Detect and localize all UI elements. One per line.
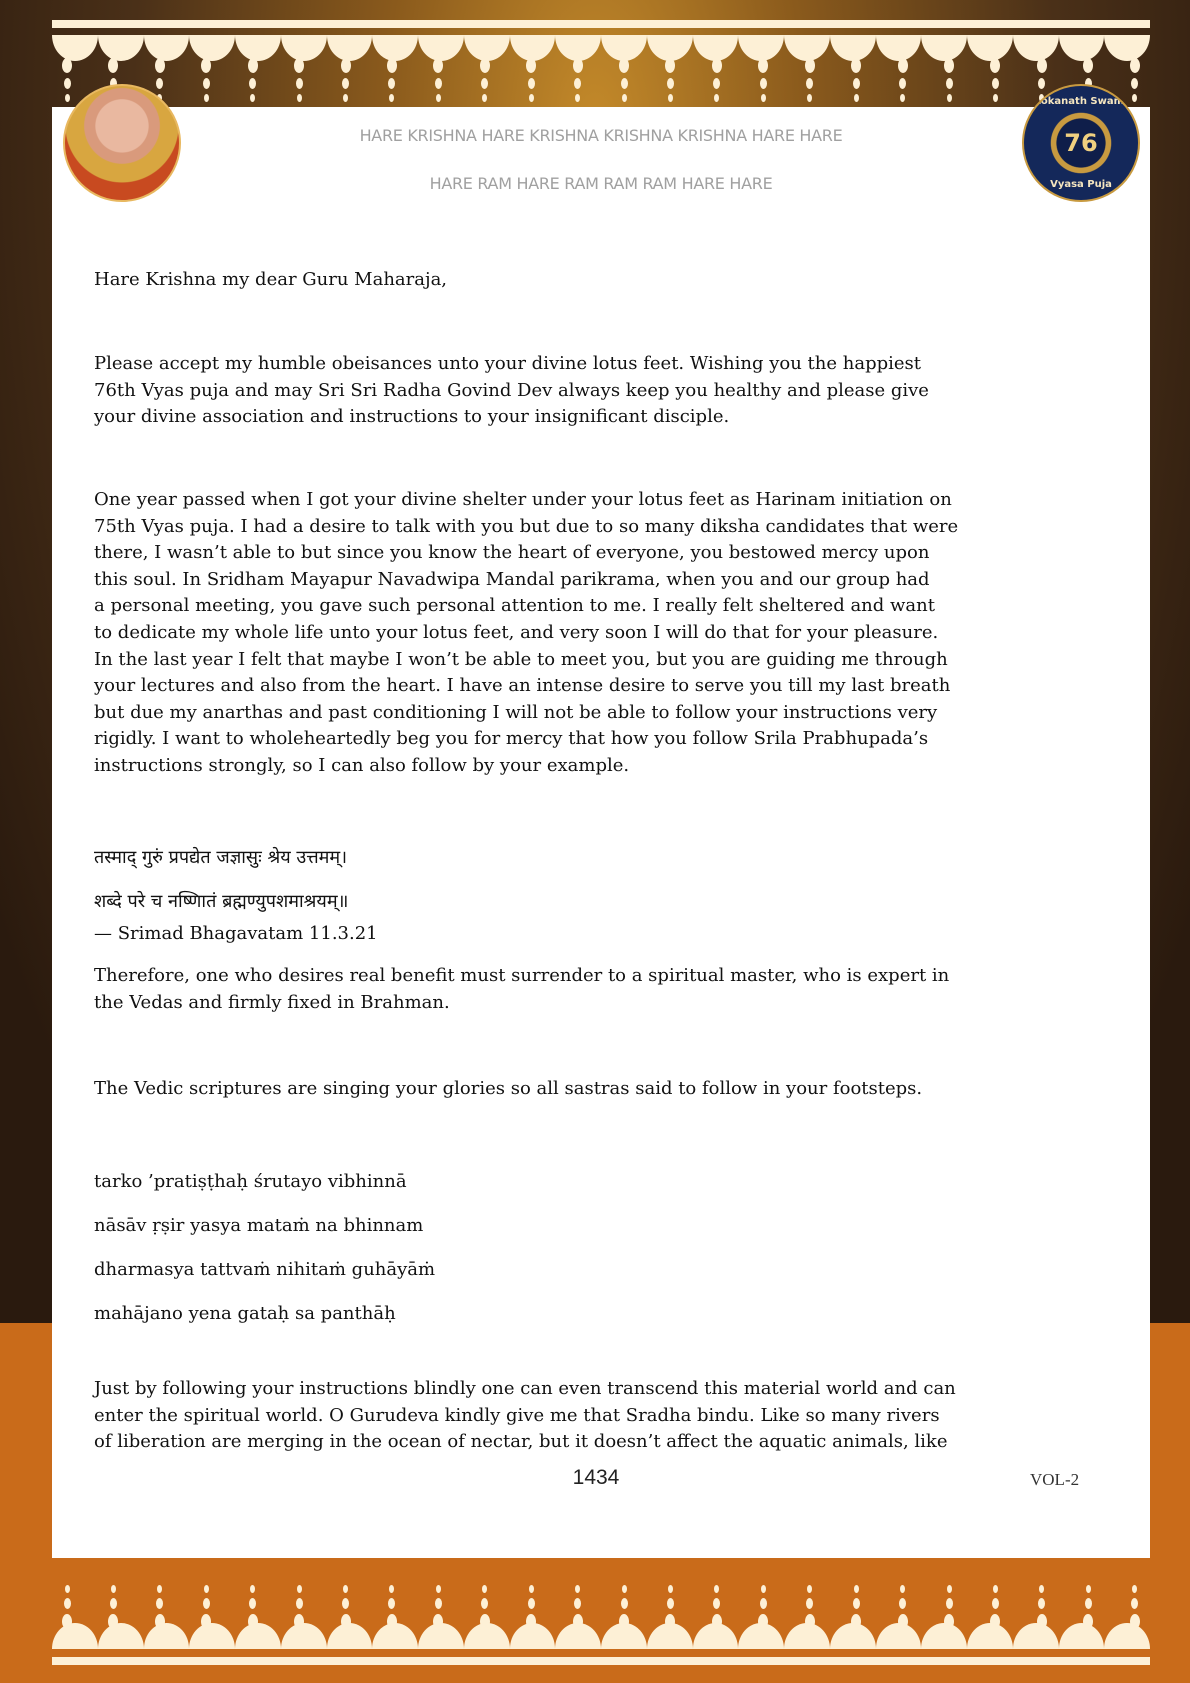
scallop: [418, 1623, 464, 1649]
scallop: [281, 1623, 327, 1649]
badge-number: 76: [1064, 129, 1098, 157]
text-line: the Vedas and firmly fixed in Brahman.: [94, 991, 450, 1013]
text-line: In the last year I felt that maybe I won’t be able to meet you, but you are guiding me through: [94, 648, 948, 670]
bottom-scallop-border: [52, 1623, 1150, 1649]
top-dot-border: [52, 58, 1150, 102]
scallop: [1059, 1623, 1105, 1649]
dot-column: [1130, 58, 1140, 102]
dot-column: [712, 58, 722, 102]
mantra-line-2: HARE RAM HARE RAM RAM RAM HARE HARE: [429, 174, 773, 193]
scallop: [601, 1623, 647, 1649]
text-line: tarko ’pratiṣṭhaḥ śrutayo vibhinnā: [94, 1171, 407, 1192]
text-line: a personal meeting, you gave such personal attention to me. I really felt sheltered and want: [94, 595, 935, 617]
dot-column: [480, 58, 490, 102]
text-line: mahājano yena gataḥ sa panthāḥ: [94, 1303, 396, 1324]
paragraph-2: [94, 487, 958, 780]
scallop: [921, 1623, 967, 1649]
text-line: Just by following your instructions blindly one can even transcend this material world and can: [94, 1378, 956, 1399]
dot-column: [851, 58, 861, 102]
scallop: [144, 1623, 190, 1649]
mantra-line-1: HARE KRISHNA HARE KRISHNA KRISHNA KRISHNA HARE HARE: [359, 126, 843, 145]
verse-translation: [94, 963, 949, 1016]
scallop: [510, 1623, 556, 1649]
text-line: तस्माद् गुरुं प्रपद्येत जज्ञासुः श्रेय उत्तमम्।: [94, 847, 348, 868]
verse-source: — Srimad Bhagavatam 11.3.21: [94, 923, 378, 944]
scallop: [967, 1623, 1013, 1649]
scallop: [647, 1623, 693, 1649]
dot-column: [573, 58, 583, 102]
paragraph-3: The Vedic scriptures are singing your glories so all sastras said to follow in your footsteps.: [94, 1078, 923, 1099]
scallop: [327, 1623, 373, 1649]
text-line: your divine association and instructions to your insignificant disciple.: [94, 406, 730, 428]
text-line: Therefore, one who desires real benefit must surrender to a spiritual master, who is expert in: [94, 965, 950, 986]
dot-column: [248, 58, 258, 102]
text-line: of liberation are merging in the ocean of nectar, but it doesn’t affect the aquatic animals, like: [94, 1431, 948, 1453]
transliterated-verse: [94, 1160, 435, 1336]
scallop: [189, 1623, 235, 1649]
scallop: [555, 1623, 601, 1649]
dot-column: [526, 58, 536, 102]
dot-column: [758, 58, 768, 102]
volume-label: VOL-2: [1030, 1470, 1080, 1489]
page-number: 1434: [572, 1466, 620, 1489]
text-line: nāsāv ṛṣir yasya mataṁ na bhinnam: [94, 1215, 424, 1236]
letter-page: [52, 107, 1150, 1558]
scallop: [52, 1623, 98, 1649]
dot-column: [433, 58, 443, 102]
paragraph-4: [94, 1376, 956, 1456]
text-line: but due my anarthas and past conditioning I will not be able to follow your instructions very: [94, 701, 938, 723]
dot-column: [201, 58, 211, 102]
text-line: शब्दे परे च नष्णिातं ब्रह्मण्युपशमाश्रयम्॥: [94, 891, 349, 912]
text-line: to dedicate my whole life unto your lotus feet, and very soon I will do that for your pleasure.: [94, 621, 939, 643]
dot-column: [805, 58, 815, 102]
scallop: [876, 1623, 922, 1649]
dot-column: [62, 58, 72, 102]
badge-top-text: Lokanath Swami: [1034, 96, 1128, 107]
bottom-border-stripe: [52, 1657, 1150, 1665]
dot-column: [341, 58, 351, 102]
dot-column: [619, 58, 629, 102]
text-line: instructions strongly, so I can also follow by your example.: [94, 754, 630, 776]
scallop: [1013, 1623, 1059, 1649]
text-line: dharmasya tattvaṁ nihitaṁ guhāyāṁ: [94, 1259, 436, 1280]
dot-column: [665, 58, 675, 102]
dot-column: [294, 58, 304, 102]
text-line: there, I wasn’t able to but since you know the heart of everyone, you bestowed mercy upon: [94, 542, 930, 564]
text-line: 75th Vyas puja. I had a desire to talk with you but due to so many diksha candidates that were: [94, 515, 959, 537]
text-line: Please accept my humble obeisances unto your divine lotus feet. Wishing you the happiest: [94, 353, 922, 374]
scallop: [738, 1623, 784, 1649]
scallop: [372, 1623, 418, 1649]
scallop: [235, 1623, 281, 1649]
text-line: this soul. In Sridham Mayapur Navadwipa Mandal parikrama, when you and our group had: [94, 568, 930, 590]
scallop: [98, 1623, 144, 1649]
scallop: [784, 1623, 830, 1649]
salutation: Hare Krishna my dear Guru Maharaja,: [94, 269, 448, 290]
scallop: [464, 1623, 510, 1649]
sanskrit-verse: [94, 836, 348, 924]
dot-column: [387, 58, 397, 102]
text-line: your lectures and also from the heart. I have an intense desire to serve you till my last breath: [94, 675, 951, 697]
paragraph-1: [94, 351, 929, 431]
scallop: [693, 1623, 739, 1649]
dot-column: [898, 58, 908, 102]
top-border-stripe: [52, 20, 1150, 28]
text-line: rigidly. I want to wholeheartedly beg you for mercy that how you follow Srila Prabhupada’s: [94, 728, 929, 750]
dot-column: [944, 58, 954, 102]
text-line: One year passed when I got your divine shelter under your lotus feet as Harinam initiation on: [94, 489, 952, 510]
scallop: [830, 1623, 876, 1649]
scallop: [1104, 1623, 1150, 1649]
text-line: 76th Vyas puja and may Sri Sri Radha Govind Dev always keep you healthy and please give: [94, 379, 929, 401]
dot-column: [990, 58, 1000, 102]
text-line: enter the spiritual world. O Gurudeva kindly give me that Sradha bindu. Like so many rivers: [94, 1404, 940, 1426]
badge-bottom-text: Vyasa Puja: [1050, 179, 1112, 190]
